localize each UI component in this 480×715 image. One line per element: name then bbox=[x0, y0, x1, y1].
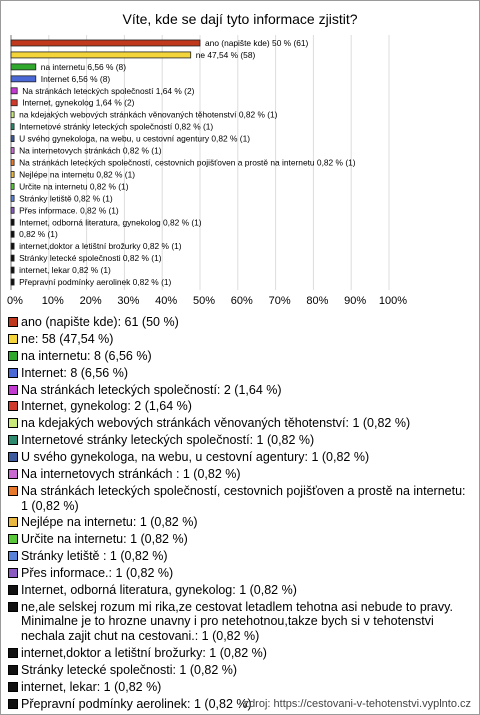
legend-item bbox=[8, 450, 474, 465]
bar-label: ano (napište kde) 50 % (61) bbox=[205, 37, 309, 48]
x-tick-label: 80% bbox=[306, 295, 329, 307]
legend-item bbox=[8, 549, 474, 564]
bar bbox=[11, 76, 36, 82]
bar bbox=[11, 64, 36, 70]
legend-item bbox=[8, 349, 474, 364]
legend-item bbox=[8, 366, 474, 381]
legend-label: Internetové stránky leteckých společností: 1 (0,82 %) bbox=[21, 433, 315, 448]
legend-item bbox=[8, 515, 474, 530]
x-tick-label: 30% bbox=[117, 295, 140, 307]
legend-swatch bbox=[8, 699, 18, 709]
bar-label: Stránky letiště 0,82 % (1) bbox=[19, 193, 113, 204]
legend-swatch bbox=[8, 682, 18, 692]
legend-swatch bbox=[8, 602, 18, 612]
legend-swatch bbox=[8, 351, 18, 361]
legend-swatch bbox=[8, 418, 18, 428]
bar-label: Na stránkách leteckých společností 1,64 % (2) bbox=[22, 85, 195, 96]
legend-label: Na stránkách leteckých společností, cestovnich pojišťoven a prostě na internetu: 1 (0,82 %) bbox=[21, 483, 466, 513]
bar bbox=[11, 52, 191, 58]
legend-item bbox=[8, 680, 474, 695]
chart-legend bbox=[8, 315, 474, 713]
x-tick-label: 40% bbox=[155, 295, 178, 307]
legend-label: Stránky letecké společnosti: 1 (0,82 %) bbox=[21, 662, 238, 677]
legend-swatch bbox=[8, 401, 18, 411]
x-tick-label: 90% bbox=[344, 295, 367, 307]
bar-label: internet,doktor a letištní brožurky 0,82 % (1) bbox=[19, 241, 182, 252]
bar bbox=[11, 243, 14, 249]
legend-label: ano (napište kde): 61 (50 %) bbox=[21, 315, 179, 329]
legend-item bbox=[8, 467, 474, 482]
x-tick-label: 60% bbox=[230, 295, 253, 307]
chart-title: Víte, kde se dají tyto informace zjistit? bbox=[122, 11, 358, 27]
legend-item bbox=[8, 484, 474, 513]
bar-label: na kdejakých webových stránkách věnovaných těhotenství 0,82 % (1) bbox=[19, 109, 278, 120]
source-note: zdroj: https://cestovani-v-tehotenstvi.vyplnto.cz bbox=[243, 698, 471, 710]
legend-swatch bbox=[8, 435, 18, 445]
legend-label: Stránky letiště : 1 (0,82 %) bbox=[21, 549, 168, 564]
legend-label: Internet: 8 (6,56 %) bbox=[21, 365, 129, 380]
bar-label: Internetové stránky leteckých společností 0,82 % (1) bbox=[19, 121, 214, 132]
bar bbox=[11, 183, 14, 189]
bar bbox=[11, 231, 14, 237]
legend-label: na internetu: 8 (6,56 %) bbox=[21, 348, 152, 363]
legend-swatch bbox=[8, 517, 18, 527]
legend-label: internet, lekar: 1 (0,82 %) bbox=[21, 679, 162, 694]
legend-item bbox=[8, 399, 474, 414]
bar bbox=[11, 255, 14, 261]
bar bbox=[11, 207, 14, 213]
legend-item bbox=[8, 332, 474, 347]
legend-label: ne,ale selskej rozum mi rika,ze cestovat letadlem tehotna asi nebude to pravy. Minimalne je to hrozne unavny i pro netehotnou,takze bych si v tehotenstvi nechala zajit chut na cestovani.: 1 (0,82 %) bbox=[21, 599, 453, 644]
bar bbox=[11, 88, 17, 94]
x-tick-label: 70% bbox=[268, 295, 291, 307]
legend-swatch bbox=[8, 551, 18, 561]
legend-swatch bbox=[8, 568, 18, 578]
legend-label: U svého gynekologa, na webu, u cestovní agentury: 1 (0,82 %) bbox=[21, 450, 370, 465]
legend-swatch bbox=[8, 585, 18, 595]
legend-swatch bbox=[8, 534, 18, 544]
legend-label: Přes informace.: 1 (0,82 %) bbox=[21, 566, 174, 581]
x-tick-label: 100% bbox=[378, 295, 408, 307]
bar-label: internet, lekar 0,82 % (1) bbox=[19, 265, 111, 276]
legend-swatch bbox=[8, 469, 18, 479]
legend-swatch bbox=[8, 452, 18, 462]
legend-swatch bbox=[8, 648, 18, 658]
legend-label: Přepravní podmínky aerolinek: 1 (0,82 %) bbox=[21, 696, 252, 711]
legend-swatch bbox=[8, 368, 18, 378]
legend-item bbox=[8, 646, 474, 661]
bar-label: na internetu 6,56 % (8) bbox=[40, 61, 126, 72]
bar bbox=[11, 148, 14, 154]
legend-label: ne: 58 (47,54 %) bbox=[21, 331, 114, 346]
bar-label: Nejlépe na internetu 0,82 % (1) bbox=[19, 169, 136, 180]
legend-item bbox=[8, 315, 474, 330]
bar bbox=[11, 219, 14, 225]
bar bbox=[11, 136, 14, 142]
bar-label: Přes informace. 0,82 % (1) bbox=[19, 205, 119, 216]
legend-swatch bbox=[8, 665, 18, 675]
x-tick-label: 50% bbox=[192, 295, 216, 307]
x-tick-label: 10% bbox=[41, 295, 64, 307]
legend-swatch bbox=[8, 334, 18, 344]
bar bbox=[11, 124, 14, 130]
legend-item bbox=[8, 532, 474, 547]
x-tick-label: 20% bbox=[79, 295, 102, 307]
legend-label: na kdejakých webových stránkách věnovaných těhotenství: 1 (0,82 %) bbox=[21, 416, 411, 431]
legend-label: internet,doktor a letištní brožurky: 1 (0,82 %) bbox=[21, 645, 267, 660]
bar-label: Internet, gynekolog 1,64 % (2) bbox=[22, 97, 135, 108]
bar-label: Určite na internetu 0,82 % (1) bbox=[19, 181, 129, 192]
bar bbox=[11, 160, 14, 166]
legend-label: Internet, gynekolog: 2 (1,64 %) bbox=[21, 399, 192, 414]
bar-label: Přepravní podmínky aerolinek 0,82 % (1) bbox=[19, 277, 172, 288]
bar-label: Internet, odborná literatura, gynekolog 0,82 % (1) bbox=[19, 217, 202, 228]
bar-label: U svého gynekologa, na webu, u cestovní agentury 0,82 % (1) bbox=[19, 133, 251, 144]
legend-label: Určite na internetu: 1 (0,82 %) bbox=[21, 532, 188, 547]
bar-label: Na stránkách leteckých společností, cestovnich pojišťoven a prostě na internetu 0,82 % (1) bbox=[19, 157, 356, 168]
bar-label: 0,82 % (1) bbox=[19, 229, 58, 240]
legend-item bbox=[8, 383, 474, 398]
bar bbox=[11, 40, 200, 46]
bar-label: Internet 6,56 % (8) bbox=[40, 73, 111, 84]
bar bbox=[11, 195, 14, 201]
bar-label: Na internetovych stránkách 0,82 % (1) bbox=[19, 145, 162, 156]
legend-label: Nejlépe na internetu: 1 (0,82 %) bbox=[21, 515, 198, 530]
legend-label: Internet, odborná literatura, gynekolog: 1 (0,82 %) bbox=[21, 582, 297, 597]
legend-swatch bbox=[8, 385, 18, 395]
legend-label: Na stránkách leteckých společností: 2 (1,64 %) bbox=[21, 382, 282, 397]
bar bbox=[11, 171, 14, 177]
bar-plot bbox=[1, 1, 479, 313]
bar bbox=[11, 279, 14, 285]
legend-swatch bbox=[8, 486, 18, 496]
x-tick-label: 0% bbox=[7, 295, 23, 307]
legend-label: Na internetovych stránkách : 1 (0,82 %) bbox=[21, 467, 241, 482]
bar bbox=[11, 267, 14, 273]
bar bbox=[11, 100, 17, 106]
legend-item bbox=[8, 663, 474, 678]
legend-item bbox=[8, 416, 474, 431]
legend-item bbox=[8, 600, 474, 644]
bar-label: Stránky letecké společnosti 0,82 % (1) bbox=[19, 253, 162, 264]
bar bbox=[11, 112, 14, 118]
legend-item bbox=[8, 583, 474, 598]
bar-label: ne 47,54 % (58) bbox=[195, 49, 256, 60]
legend-item bbox=[8, 566, 474, 581]
legend-item bbox=[8, 433, 474, 448]
legend-swatch bbox=[8, 317, 18, 327]
